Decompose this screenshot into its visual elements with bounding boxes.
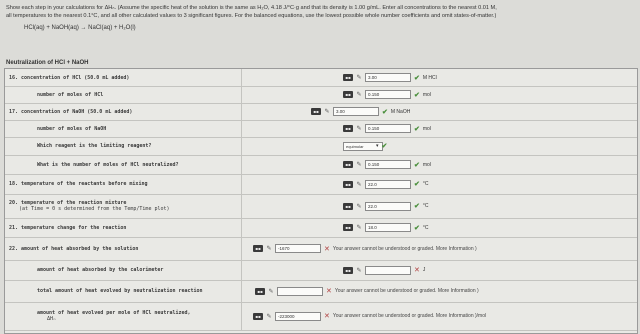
answer-input[interactable]: 0.150 [365, 124, 411, 133]
check-icon: ✔ [414, 224, 420, 232]
answer-input[interactable]: 3.00 [365, 73, 411, 82]
pencil-icon[interactable]: ✎ [356, 162, 362, 168]
table-row [5, 69, 637, 87]
answer-group [343, 137, 387, 155]
answer-group [255, 280, 479, 302]
answer-input[interactable]: 0.150 [365, 90, 411, 99]
pencil-icon[interactable]: ✎ [266, 313, 272, 320]
row-label [9, 103, 259, 120]
answer-table [4, 68, 638, 334]
column-divider [241, 86, 242, 103]
check-icon: ✔ [414, 74, 420, 82]
column-divider [241, 120, 242, 137]
table-row [5, 280, 637, 303]
section-title: Neutralization of HCl + NaOH [6, 60, 89, 66]
unit-label: M HCl [422, 74, 437, 81]
answer-group [253, 237, 477, 260]
row-label-text: 21. temperature change for the reaction [9, 224, 127, 231]
pencil-icon[interactable]: ✎ [268, 288, 274, 295]
answer-group [343, 194, 429, 218]
pencil-icon[interactable]: ✎ [356, 75, 362, 81]
row-label [9, 280, 259, 302]
equation-editor-icon[interactable]: ▪▪ [343, 91, 353, 98]
x-icon: ✕ [324, 245, 330, 253]
equation-editor-icon[interactable]: ▪▪ [343, 74, 353, 81]
row-label-text: 22. amount of heat absorbed by the solution [9, 245, 139, 252]
column-divider [241, 155, 242, 174]
row-label [9, 120, 259, 137]
equation-editor-icon[interactable]: ▪▪ [343, 161, 353, 168]
chevron-down-icon[interactable]: ▾ [376, 143, 379, 149]
row-label [9, 302, 259, 330]
column-divider [241, 302, 242, 330]
table-row [5, 155, 637, 175]
check-icon: ✔ [414, 181, 420, 188]
row-label [9, 155, 259, 174]
row-label-text: number of moles of NaOH [37, 125, 107, 132]
answer-input[interactable]: -1670 [275, 244, 321, 253]
answer-group [343, 155, 431, 174]
unit-label: °C [422, 181, 429, 187]
row-label-text: total amount of heat evolved by neutralization reaction [37, 288, 203, 294]
row-label-text: 20. temperature of the reaction mixture [9, 200, 127, 206]
unit-label: °C [422, 224, 429, 231]
row-label-text: number of moles of HCl [37, 91, 104, 98]
equation-editor-icon[interactable]: ▪▪ [343, 203, 353, 210]
answer-input[interactable] [277, 287, 323, 296]
equation-editor-icon[interactable]: ▪▪ [255, 288, 265, 295]
column-divider [241, 260, 242, 280]
unit-label: J [422, 267, 426, 273]
check-icon: ✔ [414, 203, 420, 210]
balanced-equation: HCl(aq) + NaOH(aq) → NaCl(aq) + H₂O(l) [24, 25, 136, 31]
row-label-text: Which reagent is the limiting reagent? [37, 143, 152, 149]
table-row [5, 218, 637, 238]
row-label [9, 69, 259, 86]
instructions-line-1: Show each step in your calculations for ΔHₙ. (Assume the specific heat of the solution is the same as H₂O, 4.18 J/°C·g and that its density is 1.00 g/mL. Enter all concentrations to the nearest 0.01 M, [6, 5, 497, 11]
row-label [9, 260, 259, 280]
row-label-text: 18. temperature of the reactants before mixing [9, 181, 148, 187]
unit-label: mol [422, 91, 431, 98]
feedback-message[interactable]: Your answer cannot be understood or graded. More Information ) [334, 288, 479, 294]
x-icon: ✕ [414, 267, 420, 274]
answer-input[interactable] [365, 266, 411, 275]
row-label [9, 137, 259, 155]
row-label [9, 194, 259, 218]
table-row [5, 120, 637, 138]
answer-group [343, 174, 429, 194]
answer-input[interactable]: -223000 [275, 312, 321, 321]
equation-editor-icon[interactable]: ▪▪ [343, 181, 353, 188]
equation-editor-icon[interactable]: ▪▪ [343, 125, 353, 132]
column-divider [241, 194, 242, 218]
table-row [5, 194, 637, 219]
pencil-icon[interactable]: ✎ [356, 126, 362, 132]
unit-label: M NaOH [390, 108, 411, 115]
row-label-text: What is the number of moles of HCl neutralized? [37, 161, 179, 168]
row-label-text: 17. concentration of NaOH (50.0 mL added) [9, 108, 133, 115]
row-label-subtext: ΔHₙ [47, 316, 57, 322]
column-divider [241, 69, 242, 86]
answer-group [343, 260, 425, 280]
table-row [5, 86, 637, 104]
answer-group [343, 120, 431, 137]
instructions-line-2: all temperatures to the nearest 0.1°C, and all other calculated values to 3 significant figures. For the balanced equations, use the lowest possible whole number coefficients and omit states-of-matter.) [6, 13, 497, 19]
unit-label: mol [422, 125, 431, 132]
pencil-icon[interactable]: ✎ [324, 109, 330, 115]
unit-label: mol [422, 161, 431, 168]
pencil-icon[interactable]: ✎ [356, 267, 362, 274]
column-divider [241, 103, 242, 120]
table-row [5, 260, 637, 281]
table-row [5, 103, 637, 121]
answer-group [343, 69, 437, 86]
answer-input[interactable]: 22.0 [365, 180, 411, 189]
answer-input[interactable]: 22.0 [365, 202, 411, 211]
equation-editor-icon[interactable]: ▪▪ [343, 224, 353, 231]
column-divider [241, 218, 242, 237]
answer-group [253, 302, 486, 330]
row-label [9, 86, 259, 103]
check-icon: ✔ [414, 161, 420, 169]
row-label [9, 174, 259, 194]
column-divider [241, 174, 242, 194]
equation-editor-icon[interactable]: ▪▪ [311, 108, 321, 115]
x-icon: ✕ [326, 288, 332, 295]
answer-input[interactable]: 18.0 [365, 223, 411, 232]
column-divider [241, 137, 242, 155]
row-label-text: amount of heat absorbed by the calorimeter [37, 267, 164, 273]
table-row [5, 237, 637, 261]
equation-editor-icon[interactable]: ▪▪ [253, 245, 263, 252]
pencil-icon[interactable]: ✎ [356, 203, 362, 210]
answer-group [343, 86, 431, 103]
equation-editor-icon[interactable]: ▪▪ [343, 267, 353, 274]
row-label-text: amount of heat evolved per mole of HCl neutralized, [37, 310, 191, 316]
x-icon: ✕ [324, 313, 330, 320]
table-row [5, 174, 637, 195]
pencil-icon[interactable]: ✎ [266, 246, 272, 252]
check-icon: ✔ [381, 143, 388, 150]
limiting-reagent-select[interactable]: equimolar [343, 142, 383, 151]
answer-input[interactable]: 0.150 [365, 160, 411, 169]
check-icon: ✔ [414, 91, 420, 99]
row-label-subtext: (at Time = 0 s determined from the Temp/Time plot) [19, 206, 170, 212]
column-divider [241, 237, 242, 260]
equation-editor-icon[interactable]: ▪▪ [253, 313, 263, 320]
pencil-icon[interactable]: ✎ [356, 225, 362, 231]
check-icon: ✔ [382, 108, 388, 116]
answer-group [311, 103, 410, 120]
row-label-text: 16. concentration of HCl (50.0 mL added) [9, 74, 130, 81]
instructions [6, 4, 634, 32]
row-label [9, 218, 259, 237]
column-divider [241, 280, 242, 302]
check-icon: ✔ [414, 125, 420, 133]
unit-label: °C [422, 203, 429, 209]
answer-group [343, 218, 429, 237]
table-row [5, 137, 637, 156]
feedback-message[interactable]: Your answer cannot be understood or graded. More Information ) [332, 245, 477, 252]
pencil-icon[interactable]: ✎ [356, 181, 362, 188]
pencil-icon[interactable]: ✎ [356, 92, 362, 98]
feedback-message[interactable]: Your answer cannot be understood or graded. More Information )/mol [332, 313, 487, 319]
row-label [9, 237, 259, 260]
table-row [5, 302, 637, 331]
answer-input[interactable]: 3.00 [333, 107, 379, 116]
